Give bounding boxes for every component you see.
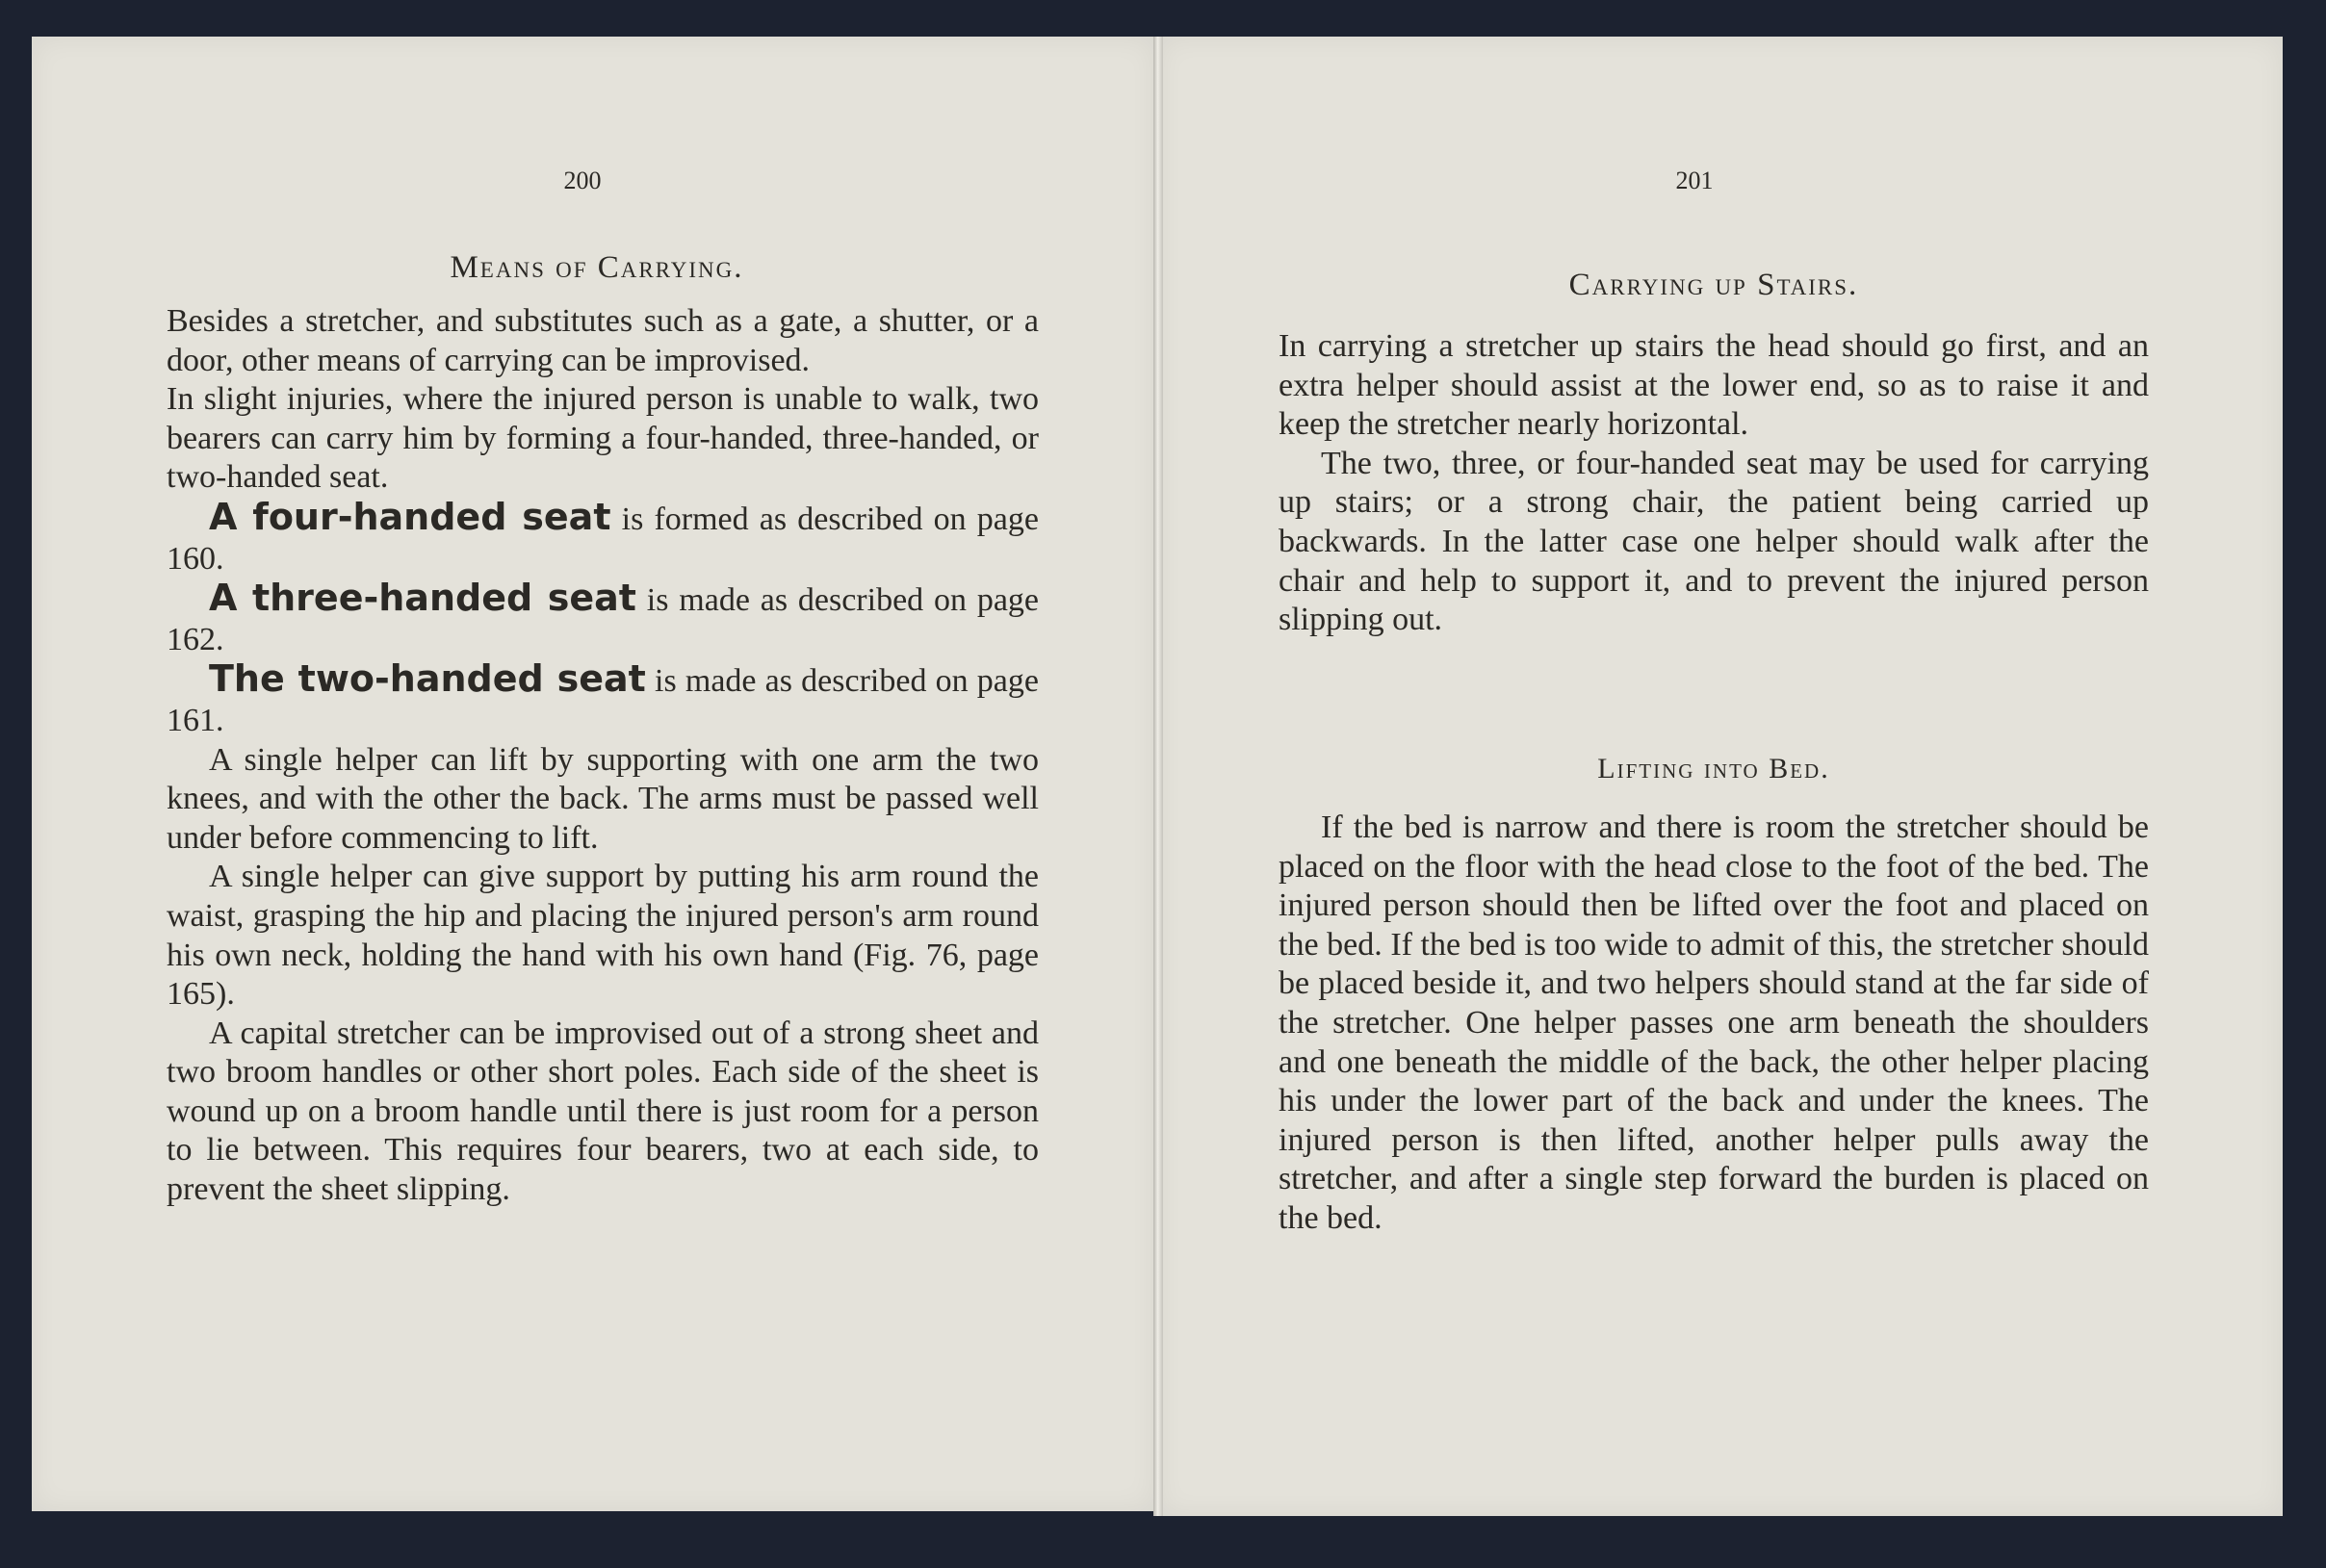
paragraph: If the bed is narrow and there is room the stretcher should be placed on the floor with the head close to the foot of the bed. The injured person should then be lifted over the foot and placed on the bed. If the bed is too wide to admit of this, the stretcher should be placed beside it, and two helpers should stand at the far side of the stretcher. One helper passes one arm beneath the shoulders and one beneath the middle of the back, the other helper placing his under the lower part of the back and under the knees. The injured person is then lifted, another helper pulls away the stretcher, and after a single step forward the burden is placed on the bed. — [1279, 810, 2149, 1236]
paragraph: A three-handed seat is made as described on page 162. — [167, 577, 1039, 657]
paragraph: In slight injuries, where the injured person is unable to walk, two bearers can carry him by forming a four-handed, three-handed, or two-handed seat. — [167, 381, 1039, 496]
paragraph: In carrying a stretcher up stairs the head should go first, and an extra helper should assist at the lower end, so as to raise it and keep the stretcher nearly horizontal. — [1279, 328, 2149, 443]
paragraph: A four-handed seat is formed as described on page 160. — [167, 495, 1039, 577]
paragraph: A single helper can give support by putting his arm round the waist, grasping the hip and placing the injured person's arm round his own neck, holding the hand with his own hand (Fig. 76, page 165). — [167, 859, 1039, 1013]
left-body-text — [167, 302, 1039, 1210]
right-page-number: 201 — [1675, 167, 1714, 194]
paragraph: The two, three, or four-handed seat may be used for carrying up stairs; or a strong chair, the patient being carried up backwards. In the latter case one helper should walk after the chair and help to support it, and to prevent the injured person slipping out. — [1279, 445, 2149, 638]
bold-lead-term: A four-handed seat — [209, 495, 611, 538]
paragraph: The two-handed seat is made as described on page 161. — [167, 657, 1039, 738]
left-page-number: 200 — [563, 167, 602, 194]
bold-lead-term: The two-handed seat — [209, 657, 646, 701]
left-section-heading: Means of Carrying. — [450, 250, 744, 285]
bold-lead-term: A three-handed seat — [209, 577, 636, 620]
paragraph: Besides a stretcher, and substitutes such as a gate, a shutter, or a door, other means of carrying can be improvised. — [167, 303, 1039, 378]
right-section-heading-stairs: Carrying up Stairs. — [1568, 268, 1859, 302]
paragraph: A single helper can lift by supporting with one arm the two knees, and with the other the back. The arms must be passed well under before commencing to lift. — [167, 741, 1039, 856]
right-section-heading-bed: Lifting into Bed. — [1597, 753, 1830, 784]
book-gutter — [1153, 37, 1163, 1516]
right-body-text-stairs — [1279, 327, 2149, 640]
paragraph: A capital stretcher can be improvised out of a strong sheet and two broom handles or other short poles. Each side of the sheet is wound up on a broom handle until there is just room for a person to lie between. This requires four bearers, two at each side, to prevent the sheet slipping. — [167, 1015, 1039, 1208]
right-body-text-bed — [1279, 809, 2149, 1239]
